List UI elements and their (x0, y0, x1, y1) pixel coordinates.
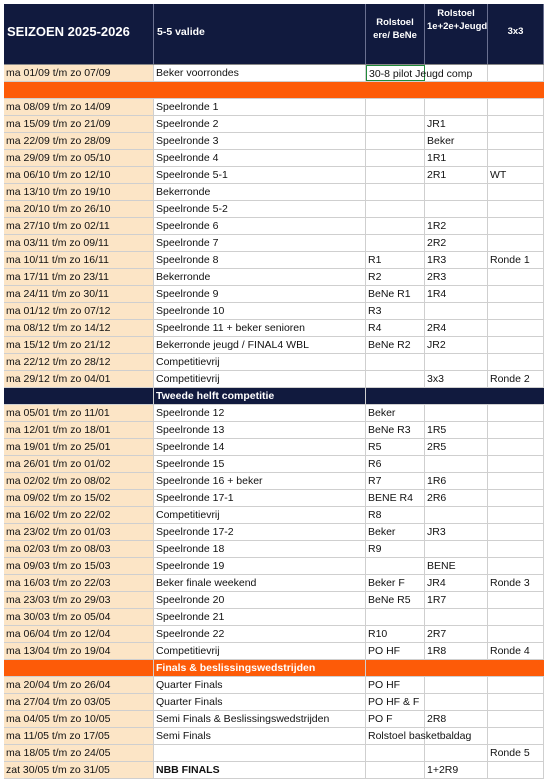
event-cell[interactable] (154, 745, 366, 761)
rolstoel-jeugd-cell[interactable]: JR3 (425, 524, 488, 540)
rolstoel-jeugd-cell[interactable]: 2R1 (425, 167, 488, 183)
3x3-cell[interactable] (488, 541, 544, 557)
event-cell[interactable]: Speelronde 9 (154, 286, 366, 302)
date-cell[interactable]: ma 24/11 t/m zo 30/11 (4, 286, 154, 302)
event-cell[interactable]: Speelronde 17-1 (154, 490, 366, 506)
date-cell[interactable]: ma 05/01 t/m zo 11/01 (4, 405, 154, 421)
event-cell[interactable]: Speelronde 17-2 (154, 524, 366, 540)
event-cell[interactable]: Speelronde 22 (154, 626, 366, 642)
rolstoel-ere-cell[interactable]: BeNe R3 (366, 422, 425, 438)
3x3-cell[interactable] (488, 439, 544, 455)
rolstoel-jeugd-cell[interactable] (425, 609, 488, 625)
date-cell[interactable]: ma 23/03 t/m zo 29/03 (4, 592, 154, 608)
rolstoel-jeugd-cell[interactable]: 1R7 (425, 592, 488, 608)
rolstoel-jeugd-cell[interactable]: Beker (425, 133, 488, 149)
rolstoel-jeugd-cell[interactable]: 1R2 (425, 218, 488, 234)
rolstoel-jeugd-cell[interactable]: 2R8 (425, 711, 488, 727)
event-cell[interactable]: Speelronde 20 (154, 592, 366, 608)
event-cell[interactable]: Speelronde 18 (154, 541, 366, 557)
event-cell[interactable]: Beker finale weekend (154, 575, 366, 591)
table-row (4, 252, 544, 269)
date-cell[interactable]: ma 20/04 t/m zo 26/04 (4, 677, 154, 693)
event-cell[interactable]: Speelronde 12 (154, 405, 366, 421)
event-cell[interactable]: NBB FINALS (154, 762, 366, 778)
date-cell[interactable]: ma 02/03 t/m zo 08/03 (4, 541, 154, 557)
section-header-second-half (4, 388, 544, 405)
rolstoel-jeugd-cell[interactable]: JR2 (425, 337, 488, 353)
rolstoel-jeugd-cell[interactable]: 2R5 (425, 439, 488, 455)
3x3-cell[interactable] (488, 558, 544, 574)
table-row (4, 337, 544, 354)
table-row (4, 150, 544, 167)
date-cell[interactable]: ma 17/11 t/m zo 23/11 (4, 269, 154, 285)
date-cell[interactable]: ma 04/05 t/m zo 10/05 (4, 711, 154, 727)
selected-cell[interactable]: 30-8 pilot Jeugd comp (366, 65, 425, 81)
event-cell[interactable]: Speelronde 8 (154, 252, 366, 268)
3x3-cell[interactable]: Ronde 5 (488, 745, 544, 761)
table-row (4, 201, 544, 218)
rolstoel-jeugd-cell[interactable]: 2R3 (425, 269, 488, 285)
rolstoel-ere-cell[interactable]: BENE R4 (366, 490, 425, 506)
rolstoel-ere-cell[interactable]: R5 (366, 439, 425, 455)
rolstoel-ere-cell[interactable] (366, 150, 425, 166)
date-cell[interactable]: ma 06/04 t/m zo 12/04 (4, 626, 154, 642)
3x3-cell[interactable] (488, 354, 544, 370)
date-cell[interactable]: ma 15/09 t/m zo 21/09 (4, 116, 154, 132)
rolstoel-jeugd-cell[interactable]: 2R7 (425, 626, 488, 642)
table-row (4, 99, 544, 116)
rolstoel-jeugd-cell[interactable]: 1R8 (425, 643, 488, 659)
date-cell[interactable]: ma 15/12 t/m zo 21/12 (4, 337, 154, 353)
rolstoel-jeugd-cell[interactable] (425, 405, 488, 421)
date-cell[interactable]: ma 18/05 t/m zo 24/05 (4, 745, 154, 761)
rolstoel-ere-cell[interactable] (366, 762, 425, 778)
event-cell[interactable]: Speelronde 10 (154, 303, 366, 319)
orange-separator (4, 82, 544, 99)
rolstoel-jeugd-cell[interactable] (425, 541, 488, 557)
event-cell[interactable]: Bekerronde (154, 269, 366, 285)
rolstoel-jeugd-cell[interactable]: 2R4 (425, 320, 488, 336)
rolstoel-ere-cell[interactable]: R7 (366, 473, 425, 489)
3x3-cell[interactable] (488, 762, 544, 778)
rolstoel-ere-cell[interactable] (366, 371, 425, 387)
table-row (4, 473, 544, 490)
3x3-cell[interactable] (488, 524, 544, 540)
date-cell[interactable]: ma 09/02 t/m zo 15/02 (4, 490, 154, 506)
table-row (4, 320, 544, 337)
rolstoel-jeugd-cell[interactable]: 2R6 (425, 490, 488, 506)
table-row (4, 354, 544, 371)
3x3-cell[interactable] (488, 507, 544, 523)
event-cell[interactable]: Competitievrij (154, 371, 366, 387)
event-cell[interactable]: Speelronde 15 (154, 456, 366, 472)
3x3-cell[interactable] (488, 422, 544, 438)
date-cell[interactable]: ma 13/04 t/m zo 19/04 (4, 643, 154, 659)
event-cell[interactable]: Speelronde 5-2 (154, 201, 366, 217)
table-row (4, 218, 544, 235)
3x3-cell[interactable] (488, 201, 544, 217)
event-cell[interactable]: Speelronde 11 + beker senioren (154, 320, 366, 336)
event-cell[interactable]: Speelronde 21 (154, 609, 366, 625)
table-row (4, 405, 544, 422)
rolstoel-ere-cell[interactable] (366, 235, 425, 251)
date-cell[interactable]: ma 16/03 t/m zo 22/03 (4, 575, 154, 591)
rolstoel-ere-cell[interactable]: Beker F (366, 575, 425, 591)
rolstoel-ere-cell[interactable]: BeNe R2 (366, 337, 425, 353)
section-header-finals (4, 660, 544, 677)
date-cell[interactable]: ma 03/11 t/m zo 09/11 (4, 235, 154, 251)
table-row (4, 728, 544, 745)
event-cell[interactable]: Speelronde 14 (154, 439, 366, 455)
event-cell[interactable]: Speelronde 3 (154, 133, 366, 149)
section-title[interactable]: Tweede helft competitie (154, 388, 366, 404)
table-row (4, 524, 544, 541)
rolstoel-jeugd-cell[interactable]: 2R2 (425, 235, 488, 251)
date-cell[interactable]: ma 30/03 t/m zo 05/04 (4, 609, 154, 625)
3x3-cell[interactable] (488, 235, 544, 251)
3x3-cell[interactable] (488, 694, 544, 710)
3x3-cell[interactable] (488, 626, 544, 642)
3x3-cell[interactable] (488, 609, 544, 625)
date-cell[interactable]: ma 29/12 t/m zo 04/01 (4, 371, 154, 387)
col-header-valide[interactable]: 5-5 valide (154, 4, 366, 64)
3x3-cell[interactable] (488, 99, 544, 115)
3x3-cell[interactable] (488, 286, 544, 302)
table-row (4, 575, 544, 592)
event-cell[interactable]: Speelronde 4 (154, 150, 366, 166)
event-cell[interactable]: Speelronde 1 (154, 99, 366, 115)
rolstoel-jeugd-cell[interactable] (425, 99, 488, 115)
rolstoel-ere-cell[interactable] (366, 745, 425, 761)
rolstoel-ere-cell[interactable] (366, 167, 425, 183)
date-cell[interactable]: ma 12/01 t/m zo 18/01 (4, 422, 154, 438)
event-cell[interactable]: Speelronde 5-1 (154, 167, 366, 183)
rolstoel-ere-cell[interactable]: R6 (366, 456, 425, 472)
3x3-cell[interactable] (488, 269, 544, 285)
rolstoel-ere-cell[interactable] (366, 354, 425, 370)
rolstoel-ere-cell[interactable]: Beker (366, 405, 425, 421)
rolstoel-jeugd-cell[interactable] (425, 456, 488, 472)
rolstoel-ere-cell[interactable] (366, 201, 425, 217)
table-row (4, 711, 544, 728)
table-row (4, 116, 544, 133)
3x3-cell[interactable] (488, 728, 544, 744)
rolstoel-ere-cell[interactable] (366, 218, 425, 234)
rolstoel-jeugd-cell[interactable] (425, 184, 488, 200)
table-row (4, 762, 544, 779)
rolstoel-jeugd-cell[interactable] (425, 694, 488, 710)
table-row (4, 269, 544, 286)
table-row (4, 235, 544, 252)
table-row (4, 507, 544, 524)
rolstoel-ere-cell[interactable]: R8 (366, 507, 425, 523)
rolstoel-ere-cell[interactable] (366, 99, 425, 115)
rolstoel-ere-cell[interactable]: R4 (366, 320, 425, 336)
3x3-cell[interactable] (488, 592, 544, 608)
date-cell[interactable]: ma 22/12 t/m zo 28/12 (4, 354, 154, 370)
rolstoel-ere-cell[interactable] (366, 133, 425, 149)
table-row (4, 626, 544, 643)
date-cell[interactable]: ma 06/10 t/m zo 12/10 (4, 167, 154, 183)
rolstoel-jeugd-cell[interactable]: JR4 (425, 575, 488, 591)
section-header-empty[interactable] (4, 660, 154, 676)
rolstoel-jeugd-cell[interactable] (425, 745, 488, 761)
date-cell[interactable]: ma 22/09 t/m zo 28/09 (4, 133, 154, 149)
rolstoel-ere-cell[interactable]: R1 (366, 252, 425, 268)
rolstoel-ere-cell[interactable]: PO HF & F (366, 694, 425, 710)
event-cell[interactable]: Speelronde 6 (154, 218, 366, 234)
table-row (4, 439, 544, 456)
rolstoel-ere-cell[interactable]: R2 (366, 269, 425, 285)
3x3-cell[interactable] (488, 337, 544, 353)
date-cell[interactable]: ma 20/10 t/m zo 26/10 (4, 201, 154, 217)
rolstoel-jeugd-cell[interactable]: 1+2R9 (425, 762, 488, 778)
rolstoel-jeugd-cell[interactable] (425, 354, 488, 370)
event-cell[interactable]: Quarter Finals (154, 694, 366, 710)
rolstoel-jeugd-cell[interactable]: 1R3 (425, 252, 488, 268)
rolstoel-jeugd-cell[interactable] (425, 677, 488, 693)
table-row (4, 422, 544, 439)
date-cell[interactable]: ma 19/01 t/m zo 25/01 (4, 439, 154, 455)
schedule-sheet (4, 4, 544, 779)
table-row (4, 456, 544, 473)
date-cell[interactable]: ma 16/02 t/m zo 22/02 (4, 507, 154, 523)
3x3-cell[interactable] (488, 711, 544, 727)
date-cell[interactable]: ma 01/09 t/m zo 07/09 (4, 65, 154, 81)
rolstoel-ere-cell[interactable] (366, 558, 425, 574)
event-cell[interactable]: Semi Finals & Beslissingswedstrijden (154, 711, 366, 727)
date-cell[interactable]: ma 02/02 t/m zo 08/02 (4, 473, 154, 489)
table-row (4, 694, 544, 711)
rolstoel-ere-cell[interactable] (366, 116, 425, 132)
rolstoel-ere-cell[interactable]: PO F (366, 711, 425, 727)
event-cell[interactable]: Competitievrij (154, 507, 366, 523)
rolstoel-ere-cell[interactable]: Rolstoel basketbaldag (368, 730, 472, 742)
table-row (4, 303, 544, 320)
season-title[interactable]: SEIZOEN 2025-2026 (4, 4, 154, 64)
rolstoel-ere-cell[interactable]: BeNe R1 (366, 286, 425, 302)
event-cell[interactable]: Speelronde 2 (154, 116, 366, 132)
date-cell[interactable]: ma 27/10 t/m zo 02/11 (4, 218, 154, 234)
section-title[interactable]: Finals & beslissingswedstrijden (154, 660, 366, 676)
date-cell[interactable]: zat 30/05 t/m zo 31/05 (4, 762, 154, 778)
3x3-cell[interactable] (488, 456, 544, 472)
3x3-cell[interactable] (488, 218, 544, 234)
table-row (4, 643, 544, 660)
event-cell[interactable]: Bekerronde (154, 184, 366, 200)
date-cell[interactable]: ma 01/12 t/m zo 07/12 (4, 303, 154, 319)
table-row (4, 677, 544, 694)
rolstoel-jeugd-cell[interactable]: 1R5 (425, 422, 488, 438)
3x3-cell[interactable] (488, 677, 544, 693)
rolstoel-jeugd-cell[interactable]: 1R1 (425, 150, 488, 166)
event-cell[interactable]: Beker voorrondes (154, 65, 366, 81)
header-row (4, 4, 544, 65)
event-cell[interactable]: Competitievrij (154, 643, 366, 659)
col-header-rolstoel-ere[interactable]: Rolstoel ere/ BeNe (366, 4, 425, 64)
3x3-cell[interactable] (488, 473, 544, 489)
section-header-empty[interactable] (4, 388, 154, 404)
date-cell[interactable]: ma 08/12 t/m zo 14/12 (4, 320, 154, 336)
rolstoel-ere-cell[interactable]: R9 (366, 541, 425, 557)
rolstoel-jeugd-cell[interactable]: 3x3 (425, 371, 488, 387)
date-cell[interactable]: ma 09/03 t/m zo 15/03 (4, 558, 154, 574)
rolstoel-ere-cell[interactable]: PO HF (366, 677, 425, 693)
3x3-cell[interactable] (488, 303, 544, 319)
table-row (4, 133, 544, 150)
3x3-cell[interactable]: Ronde 4 (488, 643, 544, 659)
date-cell[interactable]: ma 11/05 t/m zo 17/05 (4, 728, 154, 744)
rolstoel-jeugd-cell[interactable] (425, 303, 488, 319)
table-row (4, 490, 544, 507)
table-row (4, 745, 544, 762)
rolstoel-ere-cell[interactable]: PO HF (366, 643, 425, 659)
3x3-cell[interactable] (488, 150, 544, 166)
col-header-rolstoel-jeugd[interactable]: Rolstoel 1e+2e+Jeugd (425, 4, 488, 64)
3x3-cell[interactable]: Ronde 1 (488, 252, 544, 268)
date-cell[interactable]: ma 08/09 t/m zo 14/09 (4, 99, 154, 115)
rolstoel-ere-cell[interactable] (366, 184, 425, 200)
event-cell[interactable]: Competitievrij (154, 354, 366, 370)
event-cell[interactable]: Speelronde 16 + beker (154, 473, 366, 489)
3x3-cell[interactable] (488, 184, 544, 200)
table-row (4, 592, 544, 609)
3x3-cell[interactable] (488, 65, 544, 81)
col-header-3x3[interactable]: 3x3 (488, 4, 544, 64)
3x3-cell[interactable] (488, 133, 544, 149)
rolstoel-jeugd-cell[interactable] (425, 201, 488, 217)
rolstoel-ere-cell[interactable]: R3 (366, 303, 425, 319)
event-cell[interactable]: Quarter Finals (154, 677, 366, 693)
table-row (4, 541, 544, 558)
rolstoel-jeugd-cell[interactable]: JR1 (425, 116, 488, 132)
table-row (4, 167, 544, 184)
date-cell[interactable]: ma 27/04 t/m zo 03/05 (4, 694, 154, 710)
3x3-cell[interactable] (488, 320, 544, 336)
rolstoel-ere-cell[interactable]: Beker (366, 524, 425, 540)
table-row (4, 184, 544, 201)
rolstoel-jeugd-cell[interactable]: BENE (425, 558, 488, 574)
rolstoel-jeugd-cell[interactable]: 1R6 (425, 473, 488, 489)
event-cell[interactable]: Speelronde 13 (154, 422, 366, 438)
3x3-cell[interactable]: Ronde 3 (488, 575, 544, 591)
table-row (4, 609, 544, 626)
event-cell[interactable]: Semi Finals (154, 728, 366, 744)
rolstoel-jeugd-cell[interactable]: 1R4 (425, 286, 488, 302)
3x3-cell[interactable] (488, 490, 544, 506)
date-cell[interactable]: ma 10/11 t/m zo 16/11 (4, 252, 154, 268)
3x3-cell[interactable] (488, 405, 544, 421)
rolstoel-ere-cell[interactable] (366, 609, 425, 625)
date-cell[interactable]: ma 13/10 t/m zo 19/10 (4, 184, 154, 200)
3x3-cell[interactable]: Ronde 2 (488, 371, 544, 387)
event-cell[interactable]: Speelronde 19 (154, 558, 366, 574)
table-row (4, 558, 544, 575)
date-cell[interactable]: ma 29/09 t/m zo 05/10 (4, 150, 154, 166)
3x3-cell[interactable] (488, 116, 544, 132)
rolstoel-ere-cell[interactable]: R10 (366, 626, 425, 642)
3x3-cell[interactable]: WT (488, 167, 544, 183)
table-row (4, 65, 544, 82)
date-cell[interactable]: ma 26/01 t/m zo 01/02 (4, 456, 154, 472)
rolstoel-ere-cell[interactable]: BeNe R5 (366, 592, 425, 608)
event-cell[interactable]: Bekerronde jeugd / FINAL4 WBL (154, 337, 366, 353)
table-row (4, 286, 544, 303)
date-cell[interactable]: ma 23/02 t/m zo 01/03 (4, 524, 154, 540)
table-row (4, 371, 544, 388)
rolstoel-jeugd-cell[interactable] (425, 507, 488, 523)
event-cell[interactable]: Speelronde 7 (154, 235, 366, 251)
